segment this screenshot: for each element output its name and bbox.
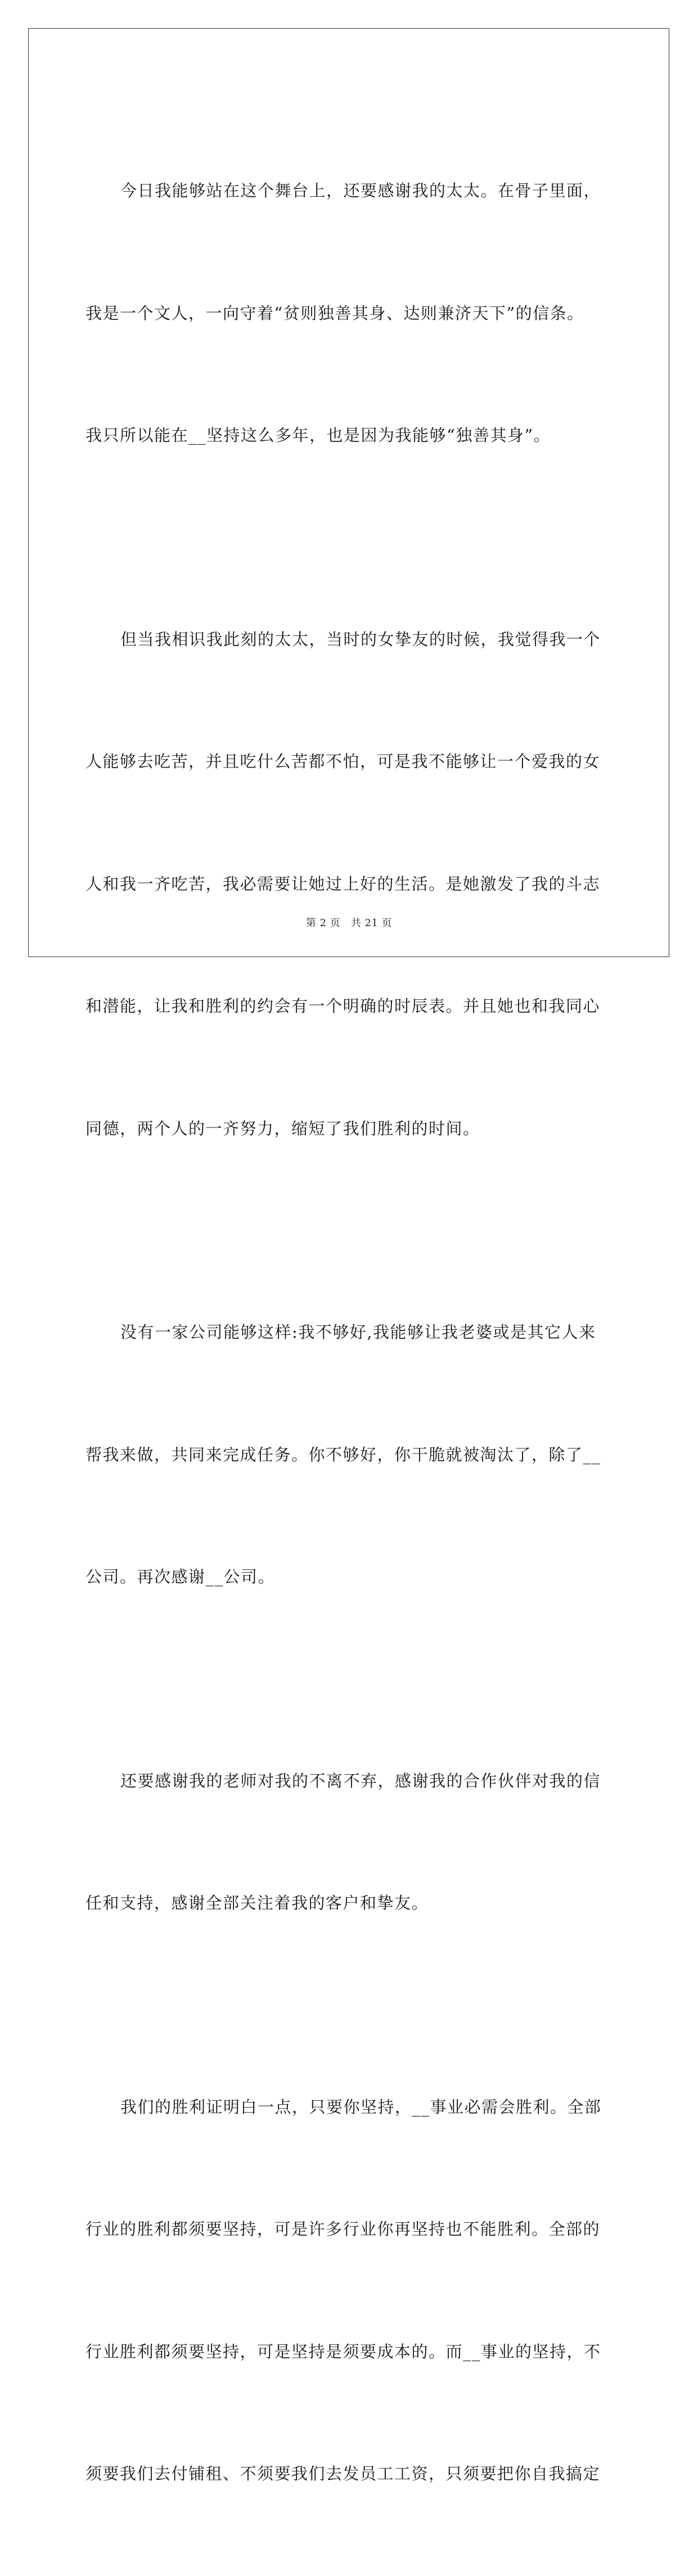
paragraph-1	[85, 89, 614, 538]
text-line: 我只所以能在__坚持这么多年，也是因为我能够“独善其身”。	[85, 426, 551, 445]
paragraph-5	[85, 2005, 614, 2576]
paragraph-2	[85, 538, 614, 1231]
text-line: 人能够去吃苦，并且吃什么苦都不怕，可是我不能够让一个爱我的女	[85, 752, 601, 771]
paragraph-4	[85, 1679, 614, 2005]
text-line: 我们的胜利证明白一点，只要你坚持，__事业必需会胜利。全部	[120, 2097, 602, 2117]
text-line: 和潜能，让我和胜利的约会有一个明确的时辰表。并且她也和我同心	[85, 996, 601, 1016]
text-line: 今日我能够站在这个舞台上，还要感谢我的太太。在骨子里面，	[120, 181, 601, 200]
page-number-footer: 第 2 页 共 21 页	[305, 917, 393, 929]
paragraph-3	[85, 1230, 614, 1679]
text-line: 人和我一齐吃苦，我必需要让她过上好的生活。是她激发了我的斗志	[85, 874, 601, 894]
text-line: 帮我来做，共同来完成任务。你不够好，你干脆就被淘汰了，除了__	[85, 1445, 601, 1464]
text-line: 任和支持，感谢全部关注着我的客户和挚友。	[85, 1893, 429, 1912]
text-line: 行业胜利都须要坚持，可是坚持是须要成本的。而__事业的坚持，不	[85, 2342, 601, 2361]
text-line: 行业的胜利都须要坚持，可是许多行业你再坚持也不能胜利。全部的	[85, 2219, 601, 2239]
text-line: 但当我相识我此刻的太太，当时的女挚友的时候，我觉得我一个	[120, 629, 601, 649]
text-line: 同德，两个人的一齐努力，缩短了我们胜利的时间。	[85, 1118, 480, 1138]
text-line: 还要感谢我的老师对我的不离不弃，感谢我的合作伙伴对我的信	[120, 1771, 601, 1790]
text-line: 没有一家公司能够这样:我不够好,我能够让我老婆或是其它人来	[120, 1323, 596, 1342]
text-line: 公司。再次感谢__公司。	[85, 1567, 276, 1586]
text-line: 我是一个文人，一向守着“贫则独善其身、达则兼济天下”的信条。	[85, 303, 584, 323]
document-body	[85, 89, 614, 2576]
text-line: 须要我们去付铺租、不须要我们去发员工工资，只须要把你自我搞定	[85, 2464, 601, 2483]
